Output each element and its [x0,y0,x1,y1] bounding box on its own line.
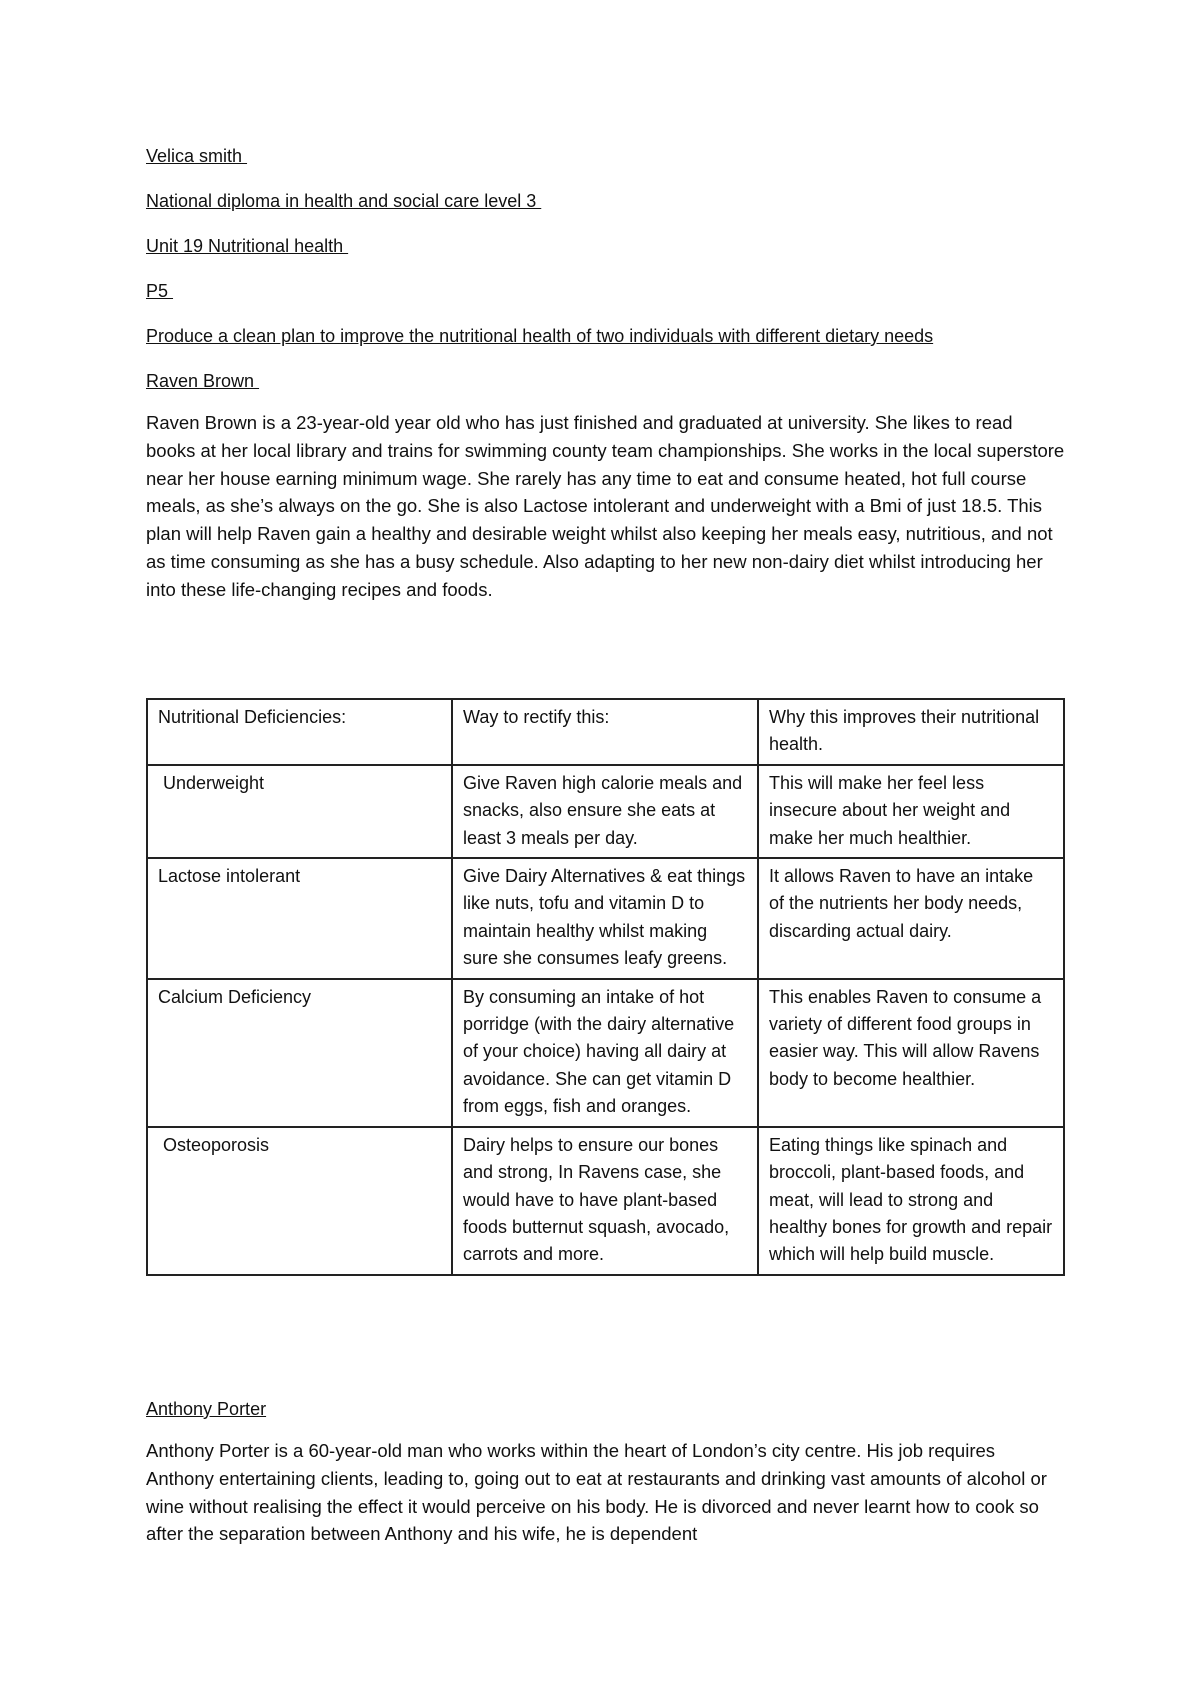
table-cell: Eating things like spinach and broccoli, plant-based foods, and meat, will lead to strong and healthy bones for growth and repair which will help build muscle. [758,1127,1064,1275]
table-header-row [147,699,1064,765]
person1-description: Raven Brown is a 23-year-old year old who has just finished and graduated at university. She likes to read books at her local library and trains for swimming county team championships. She works in the local superstore near her house earning minimum wage. She rarely has any time to eat and consume heated, hot full course meals, as she’s always on the go. She is also Lactose intolerant and underweight with a Bmi of just 18.5. This plan will help Raven gain a healthy and desirable weight whilst also keeping her meals easy, nutritious, and not as time consuming as she has a busy schedule. Also adapting to her new non-dairy diet whilst introducing her into these life-changing recipes and foods. [146,412,1065,600]
person2-name: Anthony Porter [146,1399,267,1419]
table-row [147,858,1064,979]
table-header-cell: Why this improves their nutritional health. [758,699,1064,765]
table-cell: Underweight [147,765,452,858]
table-cell: This will make her feel less insecure about her weight and make her much healthier. [758,765,1064,858]
person2-description: Anthony Porter is a 60-year-old man who works within the heart of London’s city centre. His job requires Anthony entertaining clients, leading to, going out to eat at restaurants and drinking vast amounts of alcohol or wine without realising the effect it would perceive on his body. He is divorced and never learnt how to cook so after the separation between Anthony and his wife, he is dependent [146,1440,1047,1545]
table-cell: Calcium Deficiency [147,979,452,1127]
table-cell: Give Dairy Alternatives & eat things like nuts, tofu and vitamin D to maintain healthy whilst making sure she consumes leafy greens. [452,858,758,979]
table-row [147,1127,1064,1275]
unit-title: Unit 19 Nutritional health [146,236,349,256]
table-row [147,979,1064,1127]
criterion-code: P5 [146,281,174,301]
author-name: Velica smith [146,146,248,166]
table-row [147,765,1064,858]
table-cell: This enables Raven to consume a variety of different food groups in easier way. This will allow Ravens body to become healthier. [758,979,1064,1127]
course-title: National diploma in health and social care level 3 [146,191,542,211]
table-header-cell: Nutritional Deficiencies: [147,699,452,765]
table-cell: It allows Raven to have an intake of the nutrients her body needs, discarding actual dairy. [758,858,1064,979]
task-title: Produce a clean plan to improve the nutritional health of two individuals with different dietary needs [146,326,934,346]
table-cell: Dairy helps to ensure our bones and strong, In Ravens case, she would have to have plant-based foods butternut squash, avocado, carrots and more. [452,1127,758,1275]
table-cell: Give Raven high calorie meals and snacks, also ensure she eats at least 3 meals per day. [452,765,758,858]
table-header-cell: Way to rectify this: [452,699,758,765]
table-cell: Lactose intolerant [147,858,452,979]
table-cell: Osteoporosis [147,1127,452,1275]
deficiency-table [146,698,1065,1276]
table-cell: By consuming an intake of hot porridge (with the dairy alternative of your choice) having all dairy at avoidance. She can get vitamin D from eggs, fish and oranges. [452,979,758,1127]
document-header [146,145,1066,604]
person1-name: Raven Brown [146,371,260,391]
person2-section [146,1398,1066,1548]
